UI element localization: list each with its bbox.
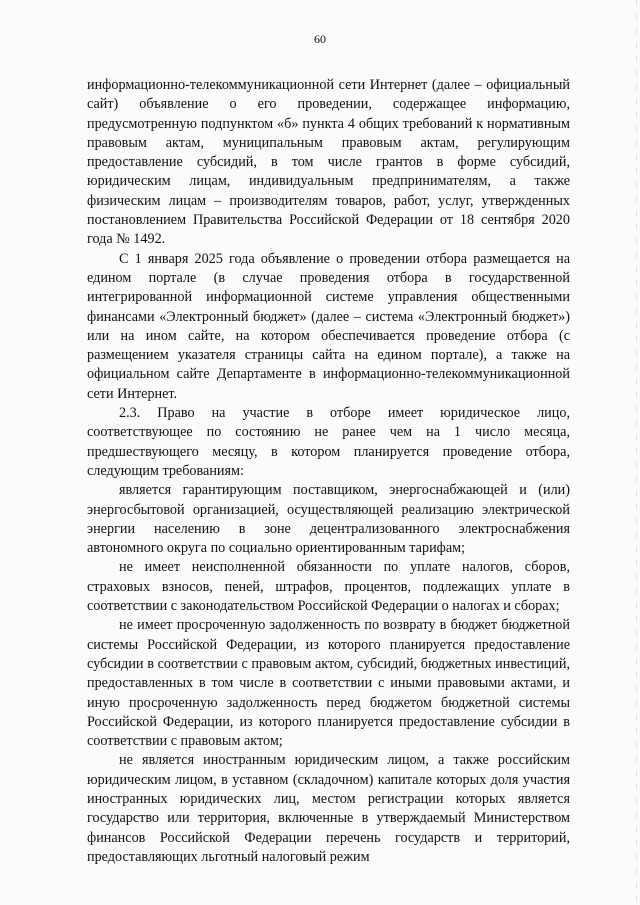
scan-edge-line bbox=[636, 0, 637, 905]
document-body bbox=[87, 76, 570, 867]
paragraph: не является иностранным юридическим лицом, а также российским юридическим лицом, в уставном (складочном) капитале которых доля участия иностранных юридических лиц, местом регистрации которых является государство или территория, включенные в утверждаемый Министерством финансов Российской Федерации перечень государств и территорий, предоставляющих льготный налоговый режим bbox=[87, 752, 570, 865]
paragraph: С 1 января 2025 года объявление о проведении отбора размещается на едином портале (в случае проведения отбора в государственной интегрированной информационной системе управления общественными финансами «Электронный бюджет» (далее – система «Электронный бюджет») или на ином сайте, на котором обеспечивается проведение отбора (с размещением указателя страницы сайта на едином портале), а также на официальном сайте Департаменте в информационно-телекоммуникационной сети Интернет. bbox=[87, 250, 570, 402]
paragraph: 2.3. Право на участие в отборе имеет юридическое лицо, соответствующее по состоянию не ранее чем на 1 число месяца, предшествующего месяцу, в котором планируется проведение отбора, следующим требованиям: bbox=[87, 405, 570, 479]
paragraph: информационно-телекоммуникационной сети Интернет (далее – официальный сайт) объявление о его проведении, содержащее информацию, предусмотренную подпунктом «б» пункта 4 общих требований к нормативным правовым актам, муниципальным правовым актам, регулирующим предоставление субсидий, в том числе грантов в форме субсидий, юридическим лицам, индивидуальным предпринимателям, а также физическим лицам – производителям товаров, работ, услуг, утвержденных постановлением Правительства Российской Федерации от 18 сентября 2020 года № 1492. bbox=[87, 77, 570, 248]
paragraph: является гарантирующим поставщиком, энергоснабжающей и (или) энергосбытовой организацией, осуществляющей реализацию электрической энергии населению в зоне децентрализованного электроснабжения автономного округа по социально ориентированным тарифам; bbox=[87, 482, 570, 557]
paragraph: не имеет просроченную задолженность по возврату в бюджет бюджетной системы Российской Федерации, из которого планируется предоставление субсидии в соответствии с правовым актом, субсидий, бюджетных инвестиций, предоставленных в том числе в соответствии с иными правовыми актами, и иную просроченную задолженность перед бюджетом бюджетной системы Российской Федерации, из которого планируется предоставление субсидии в соответствии с правовым актом; bbox=[87, 617, 570, 750]
page-number: 60 bbox=[314, 32, 326, 46]
paragraph: не имеет неисполненной обязанности по уплате налогов, сборов, страховых взносов, пеней, штрафов, процентов, подлежащих уплате в соответствии с законодательством Российской Федерации о налогах и сборах; bbox=[87, 559, 570, 615]
